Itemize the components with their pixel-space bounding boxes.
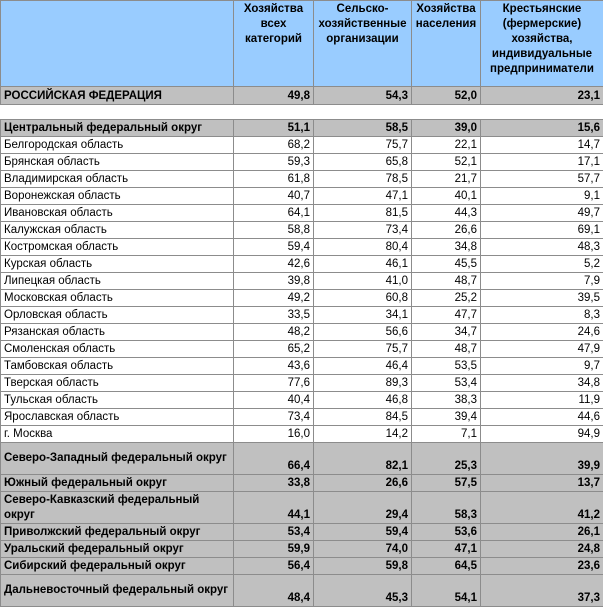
table-row xyxy=(1,475,603,492)
row-name: Белгородская область xyxy=(1,137,234,154)
value-all-categories: 49,2 xyxy=(234,290,314,307)
row-name: Брянская область xyxy=(1,154,234,171)
value-households: 48,7 xyxy=(412,273,481,290)
value-farmers: 23,6 xyxy=(481,558,603,575)
row-name: Сибирский федеральный округ xyxy=(1,558,234,575)
value-agri-orgs: 75,7 xyxy=(314,341,412,358)
table-row xyxy=(1,524,603,541)
value-agri-orgs: 34,1 xyxy=(314,307,412,324)
table-row xyxy=(1,273,603,290)
value-households: 45,5 xyxy=(412,256,481,273)
row-name: Костромская область xyxy=(1,239,234,256)
value-agri-orgs: 81,5 xyxy=(314,205,412,222)
value-households: 25,3 xyxy=(412,443,481,475)
value-farmers: 41,2 xyxy=(481,492,603,524)
table-row xyxy=(1,256,603,273)
value-all-categories: 33,5 xyxy=(234,307,314,324)
value-farmers: 39,5 xyxy=(481,290,603,307)
value-farmers: 14,7 xyxy=(481,137,603,154)
header-name xyxy=(1,1,234,87)
value-all-categories: 66,4 xyxy=(234,443,314,475)
row-name: Южный федеральный округ xyxy=(1,475,234,492)
table-body xyxy=(1,87,603,607)
value-all-categories: 64,1 xyxy=(234,205,314,222)
value-all-categories: 73,4 xyxy=(234,409,314,426)
value-agri-orgs: 46,4 xyxy=(314,358,412,375)
value-all-categories: 61,8 xyxy=(234,171,314,188)
value-households: 47,1 xyxy=(412,541,481,558)
value-agri-orgs: 80,4 xyxy=(314,239,412,256)
value-all-categories: 49,8 xyxy=(234,87,314,105)
table-row xyxy=(1,290,603,307)
table-row xyxy=(1,120,603,137)
table-row xyxy=(1,541,603,558)
spacer-cell xyxy=(412,105,481,120)
header-households: Хозяйства населения xyxy=(412,1,481,87)
value-households: 44,3 xyxy=(412,205,481,222)
value-agri-orgs: 73,4 xyxy=(314,222,412,239)
value-agri-orgs: 54,3 xyxy=(314,87,412,105)
table-row xyxy=(1,137,603,154)
value-farmers: 8,3 xyxy=(481,307,603,324)
value-households: 53,4 xyxy=(412,375,481,392)
table-row xyxy=(1,205,603,222)
table-row xyxy=(1,443,603,475)
value-farmers: 69,1 xyxy=(481,222,603,239)
value-all-categories: 42,6 xyxy=(234,256,314,273)
header-all-categories: Хозяйства всех категорий xyxy=(234,1,314,87)
table-row xyxy=(1,426,603,443)
row-name: Ярославская область xyxy=(1,409,234,426)
row-name: РОССИЙСКАЯ ФЕДЕРАЦИЯ xyxy=(1,87,234,105)
value-households: 38,3 xyxy=(412,392,481,409)
value-agri-orgs: 59,4 xyxy=(314,524,412,541)
value-households: 52,0 xyxy=(412,87,481,105)
value-agri-orgs: 89,3 xyxy=(314,375,412,392)
row-name: Северо-Кавказский федеральный округ xyxy=(1,492,234,524)
table-row xyxy=(1,324,603,341)
row-name: Северо-Западный федеральный округ xyxy=(1,443,234,475)
row-name: Дальневосточный федеральный округ xyxy=(1,575,234,607)
header-agri-orgs: Сельско-хозяйственные организации xyxy=(314,1,412,87)
value-farmers: 11,9 xyxy=(481,392,603,409)
table-row xyxy=(1,171,603,188)
value-all-categories: 44,1 xyxy=(234,492,314,524)
value-households: 39,4 xyxy=(412,409,481,426)
value-all-categories: 58,8 xyxy=(234,222,314,239)
value-farmers: 47,9 xyxy=(481,341,603,358)
value-agri-orgs: 46,1 xyxy=(314,256,412,273)
value-agri-orgs: 46,8 xyxy=(314,392,412,409)
row-name: Орловская область xyxy=(1,307,234,324)
row-name: Калужская область xyxy=(1,222,234,239)
table-row xyxy=(1,558,603,575)
value-households: 52,1 xyxy=(412,154,481,171)
value-agri-orgs: 84,5 xyxy=(314,409,412,426)
value-all-categories: 56,4 xyxy=(234,558,314,575)
value-households: 39,0 xyxy=(412,120,481,137)
table-row xyxy=(1,341,603,358)
table-row xyxy=(1,358,603,375)
value-farmers: 34,8 xyxy=(481,375,603,392)
value-farmers: 7,9 xyxy=(481,273,603,290)
table-row xyxy=(1,154,603,171)
value-households: 53,5 xyxy=(412,358,481,375)
value-all-categories: 59,9 xyxy=(234,541,314,558)
row-name: Курская область xyxy=(1,256,234,273)
row-name: Тульская область xyxy=(1,392,234,409)
value-all-categories: 48,2 xyxy=(234,324,314,341)
value-households: 7,1 xyxy=(412,426,481,443)
value-farmers: 5,2 xyxy=(481,256,603,273)
value-households: 26,6 xyxy=(412,222,481,239)
value-all-categories: 16,0 xyxy=(234,426,314,443)
value-agri-orgs: 75,7 xyxy=(314,137,412,154)
value-farmers: 9,7 xyxy=(481,358,603,375)
row-name: Смоленская область xyxy=(1,341,234,358)
spacer-cell xyxy=(234,105,314,120)
value-agri-orgs: 26,6 xyxy=(314,475,412,492)
table-row xyxy=(1,492,603,524)
value-agri-orgs: 45,3 xyxy=(314,575,412,607)
value-all-categories: 43,6 xyxy=(234,358,314,375)
value-farmers: 15,6 xyxy=(481,120,603,137)
row-name: Приволжский федеральный округ xyxy=(1,524,234,541)
spacer-cell xyxy=(481,105,603,120)
value-agri-orgs: 65,8 xyxy=(314,154,412,171)
row-name: Московская область xyxy=(1,290,234,307)
table-row xyxy=(1,392,603,409)
value-all-categories: 40,7 xyxy=(234,188,314,205)
value-farmers: 39,9 xyxy=(481,443,603,475)
row-name: Владимирская область xyxy=(1,171,234,188)
table-row xyxy=(1,222,603,239)
value-households: 47,7 xyxy=(412,307,481,324)
row-name: Рязанская область xyxy=(1,324,234,341)
row-name: Тамбовская область xyxy=(1,358,234,375)
row-name: Липецкая область xyxy=(1,273,234,290)
value-households: 25,2 xyxy=(412,290,481,307)
value-agri-orgs: 78,5 xyxy=(314,171,412,188)
value-farmers: 44,6 xyxy=(481,409,603,426)
value-all-categories: 33,8 xyxy=(234,475,314,492)
row-name: Ивановская область xyxy=(1,205,234,222)
value-farmers: 94,9 xyxy=(481,426,603,443)
value-farmers: 37,3 xyxy=(481,575,603,607)
value-all-categories: 59,3 xyxy=(234,154,314,171)
value-agri-orgs: 59,8 xyxy=(314,558,412,575)
value-all-categories: 68,2 xyxy=(234,137,314,154)
value-farmers: 57,7 xyxy=(481,171,603,188)
spacer-cell xyxy=(1,105,234,120)
value-all-categories: 51,1 xyxy=(234,120,314,137)
value-farmers: 49,7 xyxy=(481,205,603,222)
value-households: 58,3 xyxy=(412,492,481,524)
value-agri-orgs: 29,4 xyxy=(314,492,412,524)
value-households: 54,1 xyxy=(412,575,481,607)
value-households: 34,7 xyxy=(412,324,481,341)
table-row xyxy=(1,239,603,256)
value-farmers: 26,1 xyxy=(481,524,603,541)
value-agri-orgs: 82,1 xyxy=(314,443,412,475)
value-all-categories: 40,4 xyxy=(234,392,314,409)
spacer-cell xyxy=(314,105,412,120)
value-farmers: 23,1 xyxy=(481,87,603,105)
value-households: 64,5 xyxy=(412,558,481,575)
table-row xyxy=(1,87,603,105)
row-name: Воронежская область xyxy=(1,188,234,205)
value-all-categories: 65,2 xyxy=(234,341,314,358)
value-agri-orgs: 41,0 xyxy=(314,273,412,290)
value-agri-orgs: 74,0 xyxy=(314,541,412,558)
value-households: 21,7 xyxy=(412,171,481,188)
value-all-categories: 39,8 xyxy=(234,273,314,290)
value-farmers: 48,3 xyxy=(481,239,603,256)
row-name: Уральский федеральный округ xyxy=(1,541,234,558)
spacer-row xyxy=(1,105,603,120)
value-agri-orgs: 58,5 xyxy=(314,120,412,137)
value-households: 53,6 xyxy=(412,524,481,541)
table-row xyxy=(1,409,603,426)
row-name: г. Москва xyxy=(1,426,234,443)
value-all-categories: 53,4 xyxy=(234,524,314,541)
table-row xyxy=(1,375,603,392)
table-row xyxy=(1,188,603,205)
value-agri-orgs: 47,1 xyxy=(314,188,412,205)
value-farmers: 17,1 xyxy=(481,154,603,171)
value-households: 34,8 xyxy=(412,239,481,256)
value-all-categories: 48,4 xyxy=(234,575,314,607)
table-row xyxy=(1,575,603,607)
value-households: 48,7 xyxy=(412,341,481,358)
value-farmers: 13,7 xyxy=(481,475,603,492)
value-agri-orgs: 56,6 xyxy=(314,324,412,341)
row-name: Тверская область xyxy=(1,375,234,392)
row-name: Центральный федеральный округ xyxy=(1,120,234,137)
value-agri-orgs: 60,8 xyxy=(314,290,412,307)
header-row xyxy=(1,1,603,87)
value-agri-orgs: 14,2 xyxy=(314,426,412,443)
value-farmers: 9,1 xyxy=(481,188,603,205)
table-row xyxy=(1,307,603,324)
value-households: 22,1 xyxy=(412,137,481,154)
value-all-categories: 77,6 xyxy=(234,375,314,392)
value-households: 57,5 xyxy=(412,475,481,492)
value-farmers: 24,8 xyxy=(481,541,603,558)
value-farmers: 24,6 xyxy=(481,324,603,341)
value-all-categories: 59,4 xyxy=(234,239,314,256)
value-households: 40,1 xyxy=(412,188,481,205)
header-farmers: Крестьянские (фермерские) хозяйства, индивидуальные предприниматели xyxy=(481,1,603,87)
